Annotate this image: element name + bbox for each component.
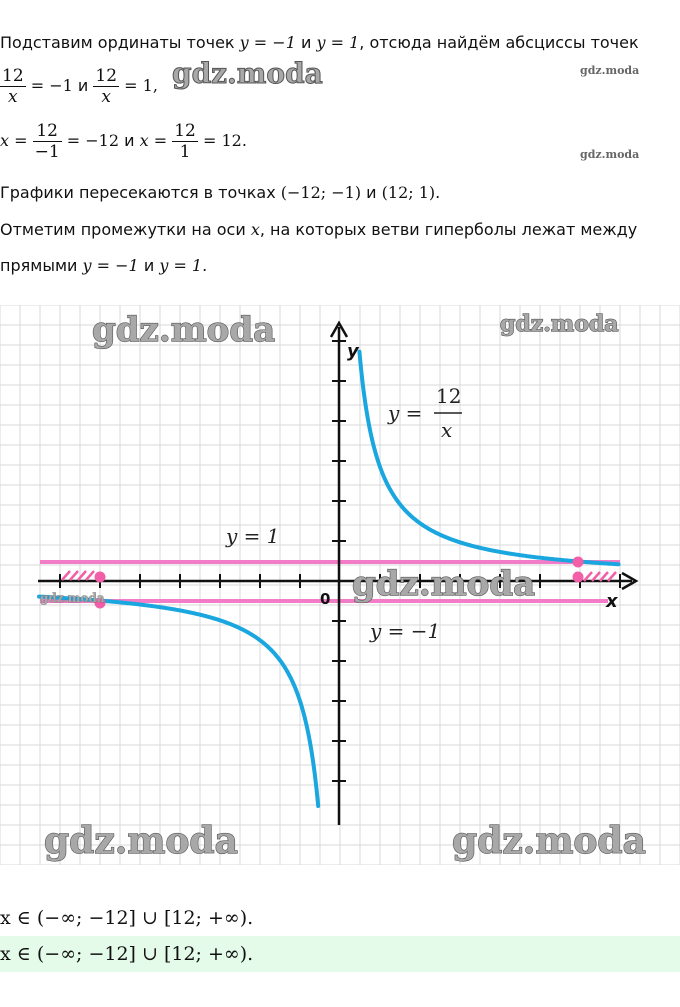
answer-line-highlighted: x ∈ (−∞; −12] ∪ [12; +∞). <box>0 936 680 972</box>
text-segment: Отметим промежутки на оси <box>0 220 246 239</box>
fraction-12-over-neg1 <box>33 121 62 162</box>
fraction-denominator: x <box>93 86 119 107</box>
fraction-denominator: 1 <box>172 141 198 162</box>
y-axis-label: y <box>347 341 359 362</box>
text-line-6 <box>0 256 207 275</box>
math-point-1: (−12; −1) <box>280 183 362 202</box>
text-segment: , на которых ветви гиперболы лежат между <box>259 220 638 239</box>
answer-line: x ∈ (−∞; −12] ∪ [12; +∞). <box>0 907 254 929</box>
text-line-5 <box>0 220 637 239</box>
point-marker <box>95 572 106 583</box>
origin-label: 0 <box>320 590 331 608</box>
text-and: и <box>366 183 377 202</box>
watermark: gdz.moda <box>92 310 276 350</box>
text-and: и <box>143 256 155 275</box>
text-segment: , отсюда найдём абсциссы точек <box>359 33 639 52</box>
text-and: и <box>124 131 135 150</box>
fraction-12-over-x <box>93 66 119 107</box>
watermark: gdz.moda <box>40 591 105 605</box>
watermark: gdz.moda <box>44 820 238 862</box>
math-x-eq: x = <box>0 131 28 150</box>
math-point-2: (12; 1). <box>381 183 441 202</box>
text-segment: Графики пересекаются в точках <box>0 183 276 202</box>
math-y-1: y = 1. <box>159 256 208 275</box>
line-y-1-label: y = 1 <box>226 524 280 548</box>
fraction-12-over-1 <box>172 121 198 162</box>
hyperbola-label-num: 12 <box>436 384 462 408</box>
math-y-1: y = 1 <box>316 33 360 52</box>
point-marker <box>573 572 584 583</box>
hyperbola-branch-left <box>39 597 318 806</box>
math-eq-1: = 1, <box>124 76 158 95</box>
math-y-neg1: y = −1 <box>239 33 296 52</box>
text-and: и <box>300 33 312 52</box>
fraction-numerator: 12 <box>174 121 196 141</box>
watermark: gdz.moda <box>580 64 640 77</box>
math-eq-neg1: = −1 <box>30 76 73 95</box>
watermark: gdz.moda <box>172 57 323 90</box>
fraction-numerator: 12 <box>2 66 24 86</box>
watermark: gdz.moda <box>352 564 536 604</box>
watermark: gdz.moda <box>452 820 646 862</box>
watermark: gdz.moda <box>580 148 640 161</box>
text-segment: прямыми <box>0 256 78 275</box>
watermark: gdz.moda <box>500 311 619 337</box>
hyperbola-label-den: x <box>441 418 453 442</box>
fraction-numerator: 12 <box>95 66 118 86</box>
text-segment: Подставим ординаты точек <box>0 33 235 52</box>
point-marker <box>573 557 584 568</box>
fraction-12-over-x <box>0 66 26 107</box>
math-x-eq: x = <box>139 131 168 150</box>
math-y-neg1: y = −1 <box>82 256 139 275</box>
line-y-neg1-label: y = −1 <box>370 619 441 643</box>
fraction-numerator: 12 <box>36 121 58 141</box>
text-and: и <box>77 76 89 95</box>
text-line-3 <box>0 121 247 162</box>
text-line-2 <box>0 66 158 107</box>
fraction-denominator: x <box>0 86 26 107</box>
text-line-4 <box>0 183 440 202</box>
fraction-denominator: −1 <box>34 142 60 162</box>
math-result-neg12: = −12 <box>66 131 120 150</box>
hatch-left <box>62 571 94 580</box>
math-x: x <box>250 220 260 239</box>
hyperbola-graph <box>0 305 680 865</box>
math-result-12: = 12. <box>202 131 247 150</box>
text-line-1 <box>0 33 639 52</box>
hyperbola-label-lhs: y = <box>388 401 423 425</box>
x-axis-label: x <box>606 591 618 612</box>
